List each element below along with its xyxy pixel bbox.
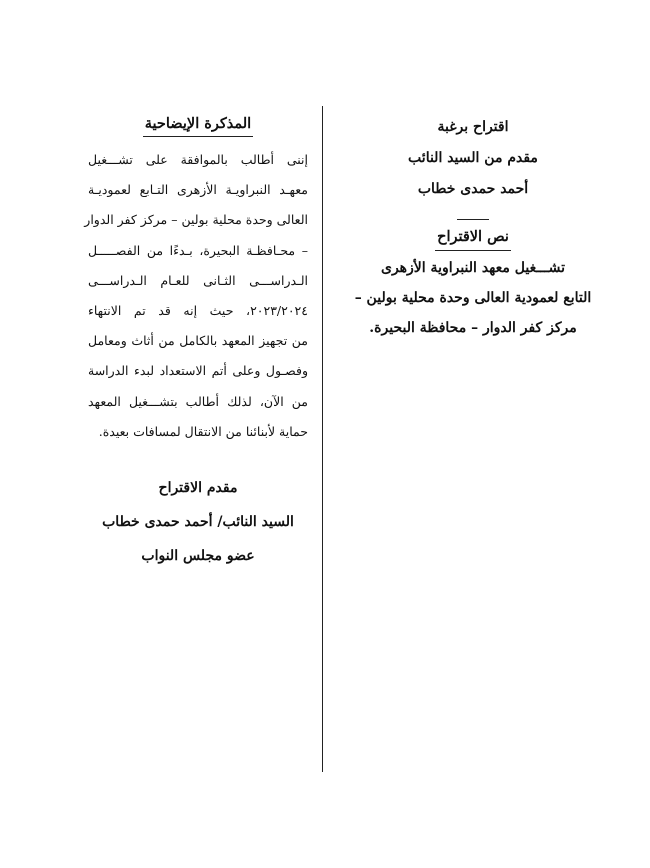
memo-line: حماية لأبنائنا من الانتقال لمسافات بعيدة. xyxy=(98,423,308,439)
memo-line: الـدراســـى الثـانى للعـام الـدراســـى xyxy=(88,272,308,288)
memo-line: من تجهيز المعهد بالكامل من أثاث ومعامل xyxy=(88,333,308,349)
signature-role: عضو مجلس النواب xyxy=(141,548,255,565)
separator-rule xyxy=(457,219,489,220)
proposal-title: اقتراح برغبة xyxy=(437,119,509,135)
memo-column xyxy=(84,112,308,573)
memo-line: العالى وحدة محلية بولين – مركز كفر الدوار xyxy=(84,212,308,228)
proposal-column xyxy=(338,112,608,343)
memo-title: المذكرة الإيضاحية xyxy=(143,112,253,137)
proposal-text xyxy=(338,253,608,343)
column-divider xyxy=(322,106,323,772)
memo-line: – محـافظـة البحيرة، بـدءًا من الفصـــــل xyxy=(88,242,308,258)
signature-title: مقدم الاقتراح xyxy=(158,480,238,497)
proposal-text-heading: نص الاقتراح xyxy=(435,224,511,251)
memo-line: وفصـول وعلى أتم الاستعداد لبدء الدراسة xyxy=(88,363,308,379)
presenter-line: مقدم من السيد النائب xyxy=(408,150,538,166)
proposal-text-line: مركز كفر الدوار – محافظة البحيرة. xyxy=(369,320,577,336)
presenter-name: أحمد حمدى خطاب xyxy=(417,181,529,197)
signature-name: السيد النائب/ أحمد حمدى خطاب xyxy=(102,514,294,531)
memo-body xyxy=(84,145,308,447)
proposal-text-line: التابع لعمودية العالى وحدة محلية بولين – xyxy=(354,290,592,306)
memo-line: إننى أطالب بالموافقة على تشـــغيل xyxy=(88,152,308,167)
memo-line: من الآن، لذلك أطالب بتشـــغيل المعهد xyxy=(88,393,308,409)
memo-line: ٢٠٢٣/٢٠٢٤، حيث إنه قد تم الانتهاء xyxy=(88,303,308,319)
signature-block xyxy=(88,471,308,573)
memo-line: معهـد النبراويـة الأزهرى التـابع لعموديـة xyxy=(88,182,308,198)
proposal-text-line: تشـــغيل معهد النبراوية الأزهرى xyxy=(380,260,566,276)
